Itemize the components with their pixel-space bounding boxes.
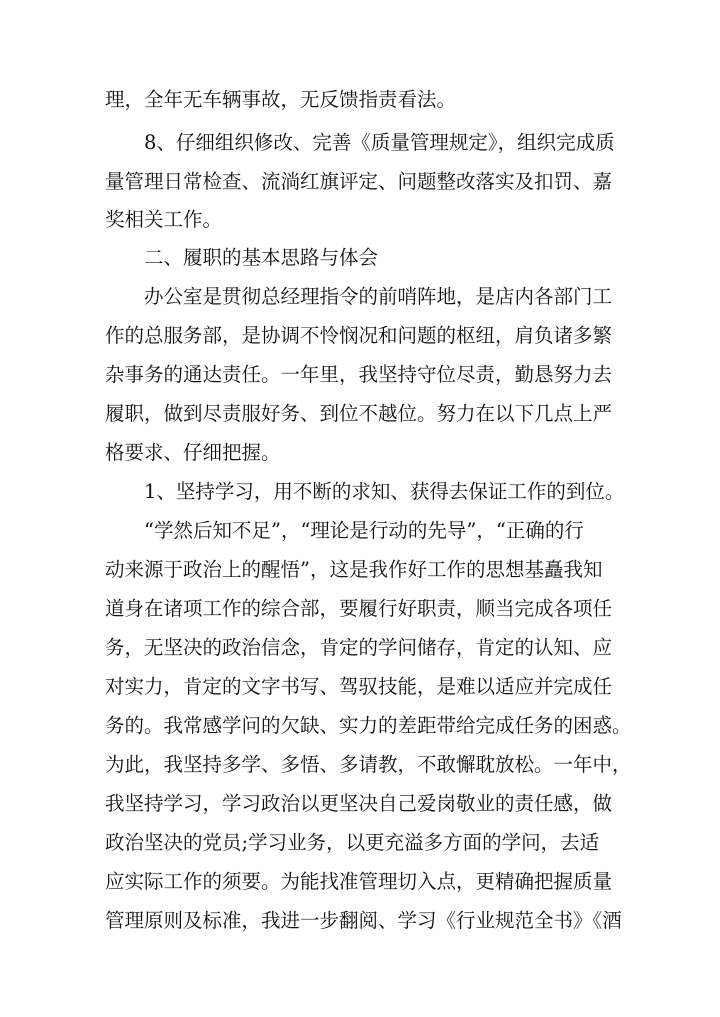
body-text-line: 履职，做到尽责服好务、到位不越位。努力在以下几点上严	[105, 402, 613, 425]
body-text-line: 务，无坚决的政治信念，肯定的学问储存，肯定的认知、应	[105, 636, 613, 659]
body-text-line: 理，全年无车辆事故，无反馈指责看法。	[105, 88, 457, 111]
body-text-line: 管理原则及标准，我进一步翻阅、学习《行业规范全书》《酒	[105, 909, 622, 932]
body-text-line: “学然后知不足”，“理论是行动的先导”，“正确的行	[144, 519, 584, 542]
body-text-line: 政治坚决的党员;学习业务，以更充溢多方面的学问，去适	[105, 831, 600, 854]
body-text-line: 应实际工作的须要。为能找准管理切入点，更精确把握质量	[105, 870, 613, 893]
body-text-line: 奖相关工作。	[105, 208, 223, 231]
body-text-line: 杂事务的通达责任。一年里，我坚持守位尽责，勤恳努力去	[105, 363, 613, 386]
body-text-line: 对实力，肯定的文字书写、驾驭技能，是难以适应并完成任	[105, 675, 613, 698]
body-text-line: 格要求、仔细把握。	[105, 441, 281, 464]
body-text-line: 8、仔细组织修改、完善《质量管理规定》，组织完成质	[144, 131, 615, 154]
body-text-line: 办公室是贯彻总经理指令的前哨阵地，是店内各部门工	[144, 285, 613, 308]
section-heading: 二、履职的基本思路与体会	[144, 246, 379, 269]
body-text-line: 动来源于政治上的醒悟”，这是我作好工作的思想基矗我知	[105, 558, 603, 581]
body-text-line: 务的。我常感学问的欠缺、实力的差距带给完成任务的困惑。	[105, 714, 632, 737]
body-text-line: 作的总服务部，是协调不怜悯况和问题的枢纽，肩负诸多繁	[105, 324, 613, 347]
body-text-line: 道身在诸项工作的综合部，要履行好职责，顺当完成各项任	[105, 597, 613, 620]
body-text-line: 量管理日常检查、流淌红旗评定、问题整改落实及扣罚、嘉	[105, 170, 613, 193]
body-text-line: 我坚持学习，学习政治以更坚决自己爱岗敬业的责任感，做	[105, 792, 613, 815]
body-text-line: 1、坚持学习，用不断的求知、获得去保证工作的到位。	[144, 480, 625, 503]
body-text-line: 为此，我坚持多学、多悟、多请教，不敢懈耽放松。一年中，	[105, 753, 632, 776]
